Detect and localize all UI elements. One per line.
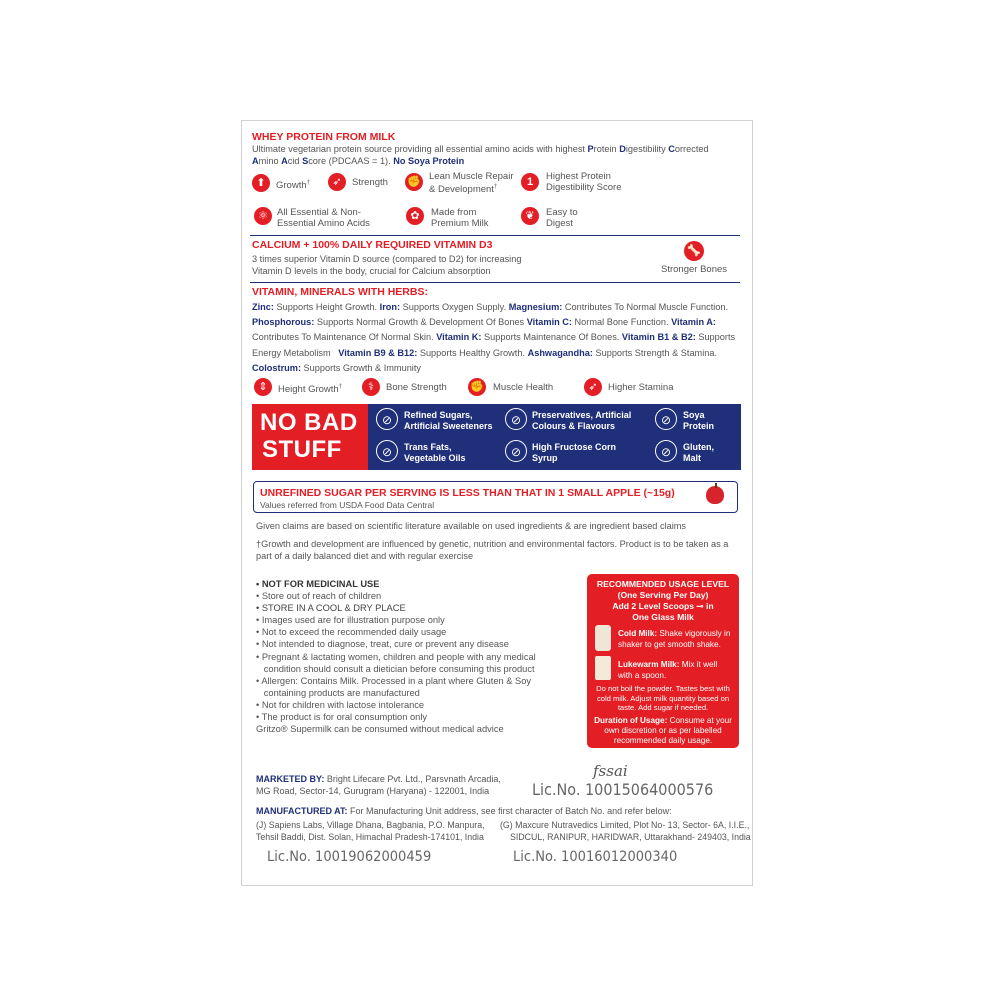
lic-j: Lic.No. 10019062000459 [267, 849, 432, 865]
no-bad-line-1: NO BAD [260, 409, 358, 436]
free-hfcs: High Fructose Corn Syrup [532, 442, 617, 463]
claims-line-1: Given claims are based on scientific literature available on used ingredients & are ingredient based claims [256, 521, 687, 531]
mfg-j-line-1: (J) Sapiens Labs, Village Dhana, Bagbania, P.O. Manpura, [256, 820, 485, 830]
sugar-comparison-box [253, 481, 738, 513]
usage-note: Do not boil the powder. Tastes best with cold milk. Adjust milk quantity based on taste. Add sugar if needed. [596, 684, 730, 713]
usage-title: RECOMMENDED USAGE LEVEL [596, 579, 730, 589]
fssai-logo: fssai [593, 762, 628, 780]
claims-line-3: part of a daily balanced diet and with regular exercise [256, 551, 474, 561]
soya-free-icon: ⊘ [655, 408, 677, 430]
benefit-height: Height Growth† [278, 384, 343, 396]
marketed-address: MG Road, Sector-14, Gurugram (Haryana) - 122001, India [256, 786, 490, 796]
sugar-source: Values referred from USDA Food Data Central [260, 500, 435, 510]
vitamins-text: Zinc: Supports Height Growth. Iron: Supports Oxygen Supply. Magnesium: Contributes To Normal Muscle Function. Phosphorous: Supports Normal Growth & Development Of Bones Vitamin C: Normal Bone Function. Vitamin A: Contributes To Maintenance Of Normal Skin. Vitamin K: Supports Maintenance Of Bones. Vitamin B1 & B2: Supports Energy Metabolism Vitamin B9 & B12: Supports Healthy Growth. Ashwagandha: Supports Strength & Stamina. Colostrum: Supports Growth & Immunity [252, 302, 736, 373]
benefit-stamina: Higher Stamina [608, 382, 674, 393]
usage-add-glass: One Glass Milk [632, 612, 694, 622]
no-bad-line-2: STUFF [262, 436, 342, 463]
gluten-free-icon: ⊘ [655, 440, 677, 462]
list-item: • Allergen: Contains Milk. Processed in a plant where Gluten & Soy [256, 675, 532, 686]
list-item: • Store out of reach of children [256, 591, 382, 602]
list-item: • The product is for oral consumption only [256, 712, 428, 723]
mfg-j-line-2: Tehsil Baddi, Dist. Solan, Himachal Pradesh-174101, India [256, 832, 484, 842]
list-item: • Not for children with lactose intolerance [256, 699, 425, 710]
list-item: • Images used are for illustration purpose only [256, 615, 445, 626]
free-soya: Soya Protein [683, 410, 715, 431]
apple-stem [715, 483, 717, 488]
whey-title: WHEY PROTEIN FROM MILK [252, 131, 396, 143]
muscle-icon: ✊ [405, 173, 423, 191]
stamina-icon: ➶ [584, 378, 602, 396]
height-icon: ⇕ [254, 378, 272, 396]
usage-sub: (One Serving Per Day) [617, 590, 709, 600]
benefit-digestibility: Highest Protein Digestibility Score [546, 171, 622, 193]
cold-milk-text: Cold Milk: Shake vigorously in shaker to get smooth shake. [618, 629, 731, 649]
sugar-free-icon: ⊘ [376, 408, 398, 430]
list-item: • Not intended to diagnose, treat, cure or prevent any disease [256, 639, 509, 650]
amino-icon: ⚛ [254, 207, 272, 225]
strength-icon: ➶ [328, 173, 346, 191]
usage-add: Add 2 Level Scoops ⊸ in [612, 601, 714, 611]
sugar-headline: UNREFINED SUGAR PER SERVING IS LESS THAN THAT IN 1 SMALL APPLE (~15g) [260, 487, 675, 499]
usage-box [587, 574, 739, 748]
claims-line-2: †Growth and development are influenced by genetic, nutrition and environmental factors. Product is to be taken as a [256, 539, 729, 549]
free-trans-fats: Trans Fats, Vegetable Oils [404, 442, 466, 463]
shaker-icon [595, 625, 611, 651]
benefit-muscle: Lean Muscle Repair & Development† [429, 171, 514, 196]
divider [250, 235, 740, 236]
digest-icon: ❦ [521, 207, 539, 225]
scoop-icon: ⊸ [696, 601, 704, 611]
free-preservatives: Preservatives, Artificial Colours & Flavours [532, 410, 632, 431]
stronger-bones-label: Stronger Bones [661, 264, 728, 275]
no-bad-stuff-badge [252, 404, 368, 470]
glass-icon [595, 656, 611, 680]
benefit-amino: All Essential & Non- Essential Amino Acids [277, 207, 370, 229]
benefit-digest: Easy to Digest [546, 207, 578, 229]
preservative-free-icon: ⊘ [505, 408, 527, 430]
lukewarm-milk-text: Lukewarm Milk: Mix it well with a spoon. [618, 660, 718, 680]
apple-icon [706, 486, 724, 504]
benefit-muscle-health: Muscle Health [493, 382, 554, 393]
muscle-health-icon: ✊ [468, 378, 486, 396]
list-item: • NOT FOR MEDICINAL USE [256, 579, 380, 589]
usage-duration: Duration of Usage: Consume at your own discretion or as per labelled recommended daily usage. [594, 716, 732, 745]
manufactured-at: MANUFACTURED AT: For Manufacturing Unit address, see first character of Batch No. and refer below: [256, 806, 672, 816]
list-item: containing products are manufactured [256, 687, 420, 698]
calcium-desc-1: 3 times superior Vitamin D source (compared to D2) for increasing [252, 254, 522, 264]
mfg-g-line-2: SIDCUL, RANIPUR, HARIDWAR, Uttarakhand- 249403, India [510, 832, 751, 842]
divider [250, 282, 740, 283]
milk-icon: ✿ [406, 207, 424, 225]
list-item: • STORE IN A COOL & DRY PLACE [256, 603, 406, 614]
calcium-desc-2: Vitamin D levels in the body, crucial for Calcium absorption [252, 266, 491, 276]
whey-description: Ultimate vegetarian protein source providing all essential amino acids with highest Protein Digestibility Corrected Amino Acid Score (PDCAAS = 1). No Soya Protein [252, 144, 709, 167]
list-item: • Pregnant & lactating women, children and people with any medical [256, 651, 536, 662]
benefit-strength: Strength [352, 177, 388, 188]
warnings-list [256, 578, 536, 735]
bone-icon: ⚕ [362, 378, 380, 396]
calcium-title: CALCIUM + 100% DAILY REQUIRED VITAMIN D3 [252, 239, 493, 251]
mfg-g-line-1: (G) Maxcure Nutravedics Limited, Plot No- 13, Sector- 6A, I.I.E., [500, 820, 750, 830]
growth-icon: ⬆ [252, 174, 270, 192]
vitamins-title: VITAMIN, MINERALS WITH HERBS: [252, 286, 428, 298]
hfcs-free-icon: ⊘ [505, 440, 527, 462]
lic-g: Lic.No. 10016012000340 [513, 849, 678, 865]
benefit-bone: Bone Strength [386, 382, 447, 393]
pdcaas-icon: 1 [521, 173, 539, 191]
benefit-milk: Made from Premium Milk [431, 207, 489, 229]
bone-strength-icon: 🦴 [684, 241, 704, 261]
list-item: • Not to exceed the recommended daily usage [256, 627, 447, 638]
trans-fat-free-icon: ⊘ [376, 440, 398, 462]
benefit-growth: Growth† [276, 180, 310, 192]
free-sugars: Refined Sugars, Artificial Sweeteners [404, 410, 493, 431]
list-item: Gritzo® Supermilk can be consumed without medical advice [256, 724, 504, 735]
free-gluten: Gluten, Malt [683, 442, 714, 463]
list-item: condition should consult a dietician before consuming this product [256, 663, 535, 674]
fssai-lic-main: Lic.No. 10015064000576 [532, 780, 714, 799]
marketed-by: MARKETED BY: Bright Lifecare Pvt. Ltd., Parsvnath Arcadia, [256, 774, 501, 784]
